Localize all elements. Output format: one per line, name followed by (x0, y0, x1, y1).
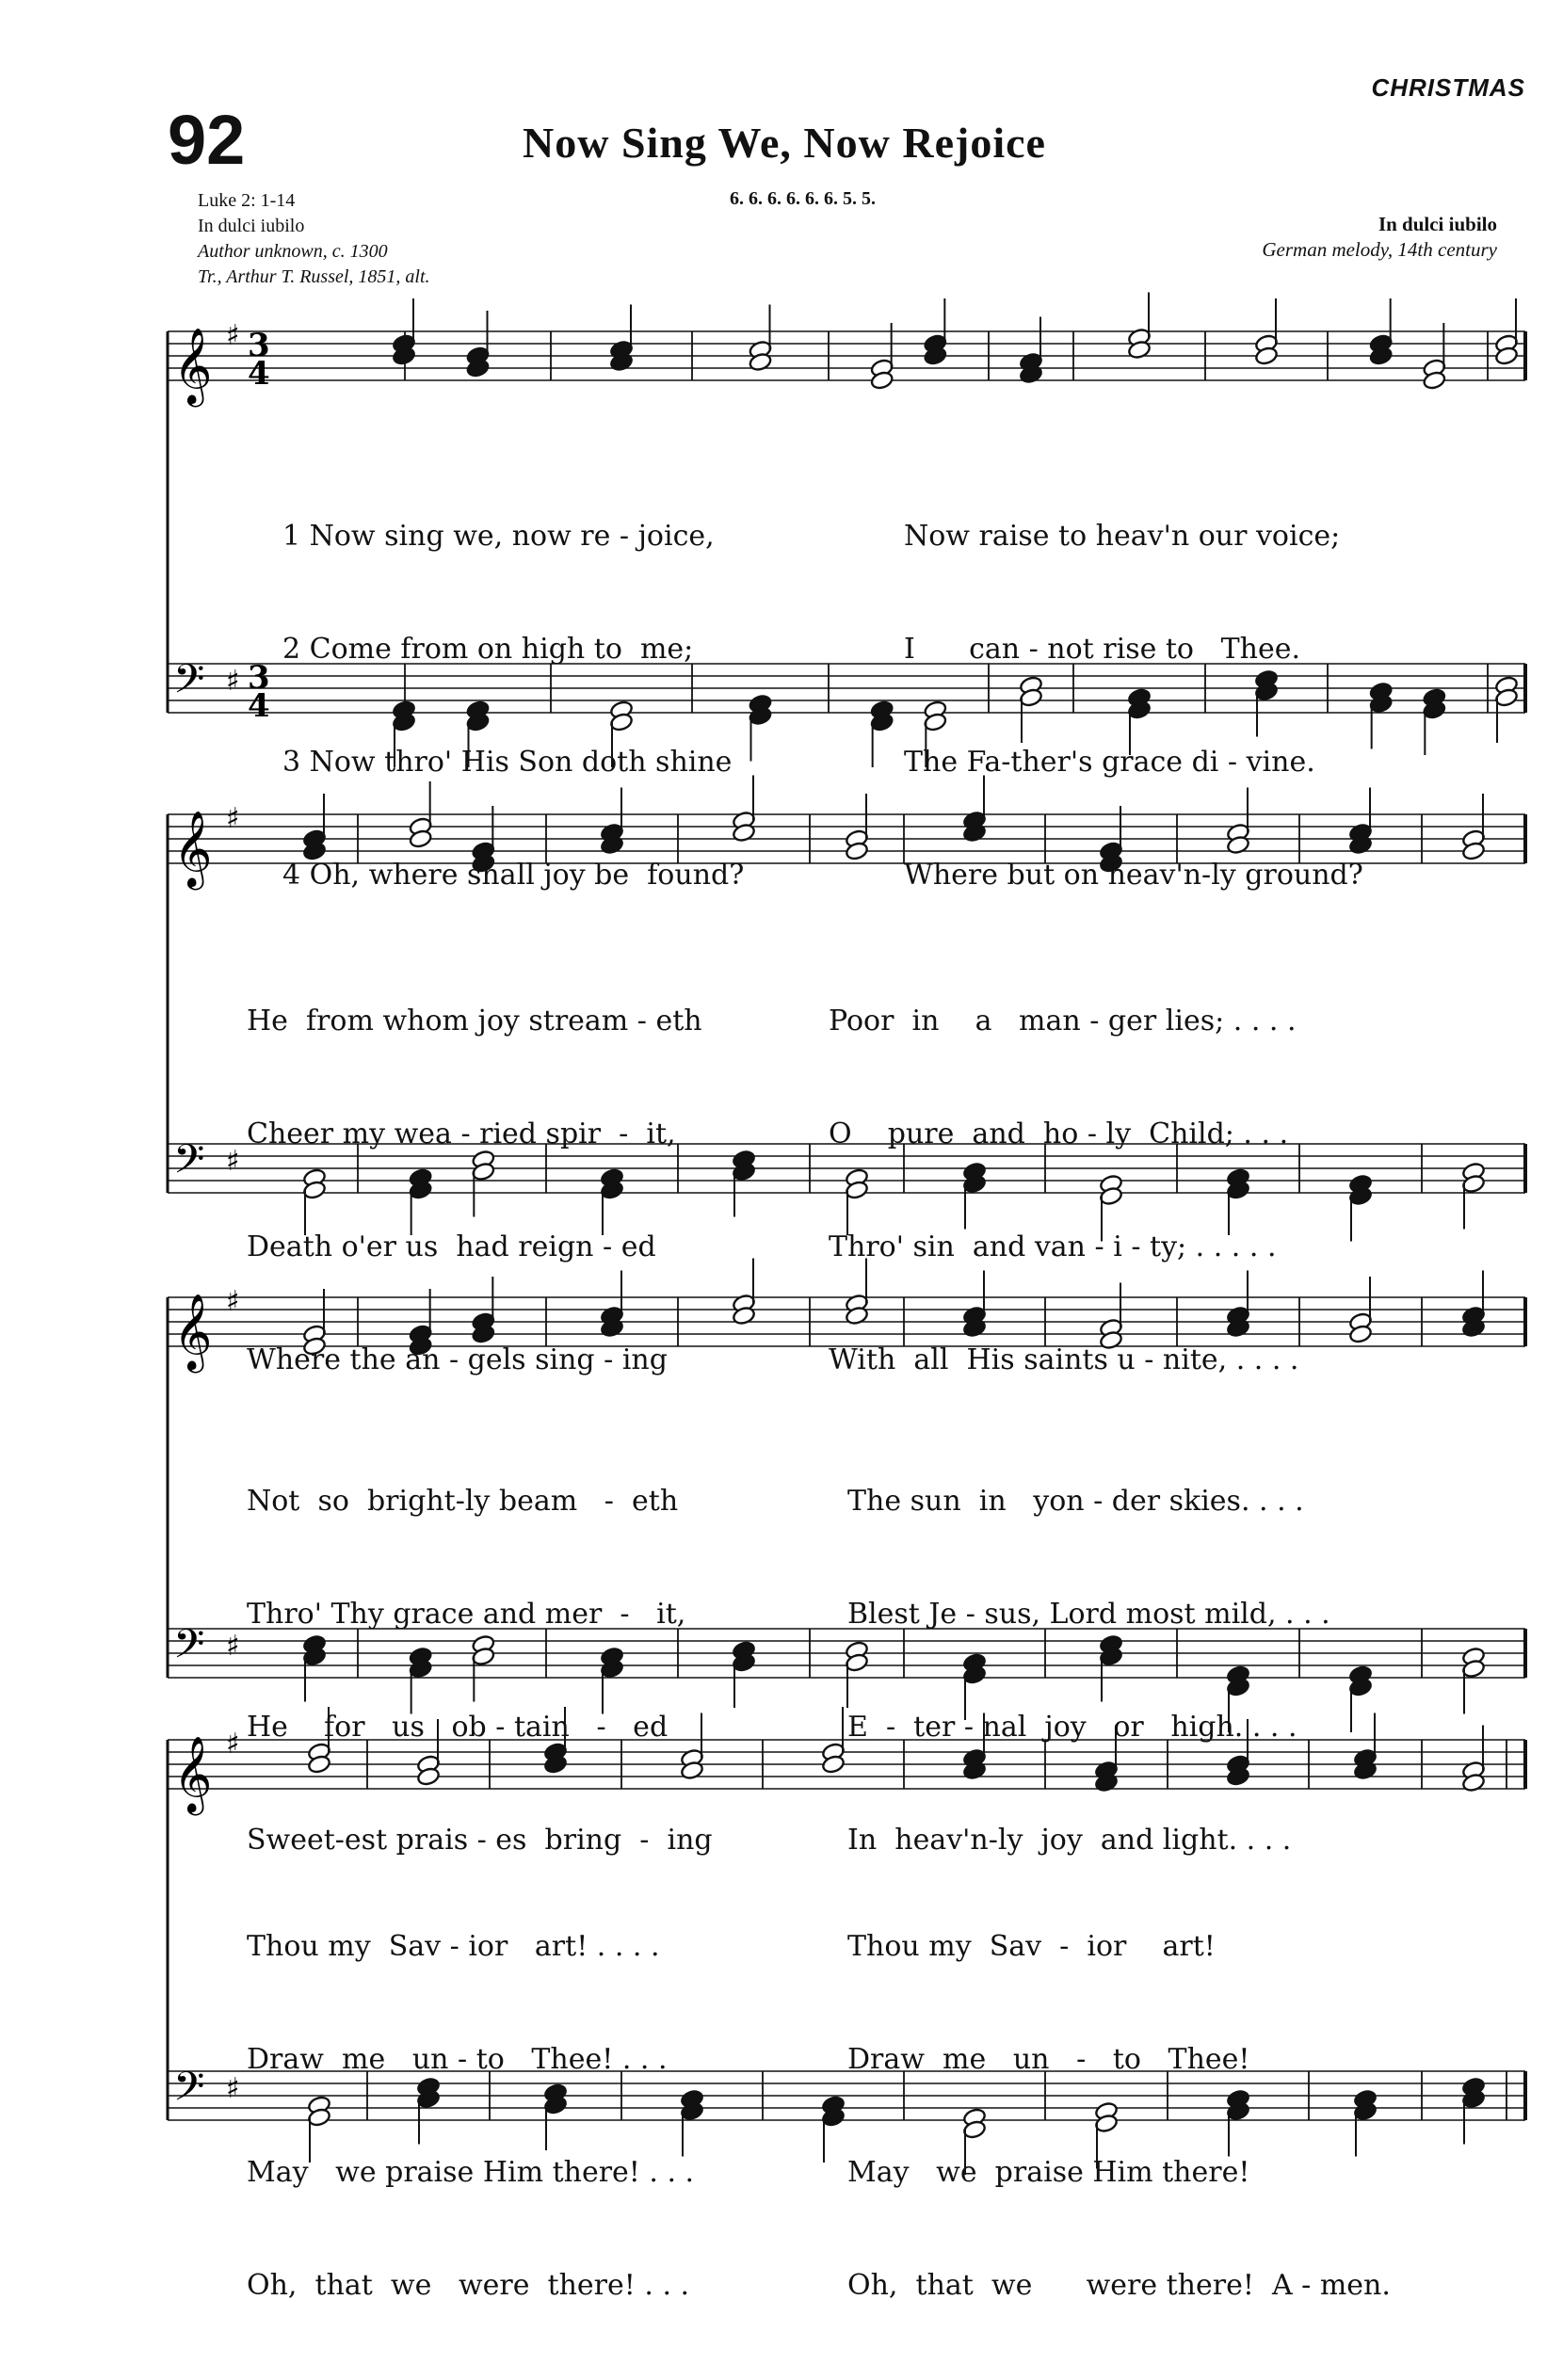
treble-clef-icon: 𝄞 (173, 1293, 213, 1370)
lyric-line: Draw me un - to Thee! . . . (247, 2043, 668, 2076)
sharp-key-signature-icon: ♯ (226, 1728, 240, 1761)
lyric-line: Sweet-est prais - es bring - ing (247, 1824, 713, 1857)
lyrics-system-2-left (247, 927, 702, 1455)
bass-clef-icon: 𝄢 (173, 1621, 205, 1678)
bass-clef-icon: 𝄢 (173, 1136, 205, 1193)
lyric-line: Oh, that we were there! . . . (247, 2269, 690, 2302)
time-signature-icon: 4 (248, 355, 270, 393)
sharp-key-signature-icon: ♯ (226, 1630, 240, 1663)
sharp-key-signature-icon: ♯ (226, 665, 240, 698)
lyric-line: Draw me un - to Thee! (847, 2043, 1250, 2076)
lyric-line: Where the an - gels sing - ing (247, 1343, 668, 1376)
lyric-line: Thro' Thy grace and mer - it, (247, 1598, 686, 1631)
scripture-reference: Luke 2: 1-14 (198, 190, 296, 211)
lyric-line: Now raise to heav'n our voice; (904, 520, 1341, 553)
treble-clef-icon: 𝄞 (173, 1735, 213, 1812)
lyric-line: E - ter - nal joy or high. . . . (847, 1711, 1297, 1744)
lyric-line: 3 Now thro' His Son doth shine (282, 746, 733, 779)
lyric-line: Thro' sin and van - i - ty; . . . . . (829, 1230, 1277, 1263)
sharp-key-signature-icon: ♯ (226, 802, 240, 835)
lyric-line: Thou my Sav - ior art! . . . . (247, 1930, 660, 1963)
time-signature-icon: 3 (248, 659, 270, 697)
lyric-line: The sun in yon - der skies. . . . (847, 1485, 1304, 1518)
sharp-key-signature-icon: ♯ (226, 1145, 240, 1178)
bass-clef-icon: 𝄢 (173, 656, 205, 713)
sharp-key-signature-icon: ♯ (226, 2072, 240, 2105)
lyric-line: May we praise Him there! . . . (247, 2156, 695, 2189)
lyric-line: Poor in a man - ger lies; . . . . (829, 1005, 1297, 1037)
lyric-line: Where but on heav'n-ly ground? (904, 859, 1363, 892)
category-heading: CHRISTMAS (1371, 73, 1525, 102)
lyrics-system-1-right (904, 442, 1363, 970)
lyrics-system-1-left (282, 442, 744, 970)
lyrics-system-2-right (829, 927, 1298, 1455)
bass-clef-icon: 𝄢 (173, 2064, 205, 2120)
treble-clef-icon: 𝄞 (173, 810, 213, 887)
composer: German melody, 14th century (1262, 238, 1497, 261)
lyric-line: 1 Now sing we, now re - joice, (282, 520, 715, 553)
time-signature-icon: 3 (248, 327, 270, 364)
lyric-line: Blest Je - sus, Lord most mild, . . . (847, 1598, 1330, 1631)
lyric-line: The Fa-ther's grace di - vine. (904, 746, 1315, 779)
tune-name-right: In dulci iubilo (1378, 213, 1497, 235)
lyric-line: 4 Oh, where shall joy be found? (282, 859, 745, 892)
lyric-line: I can - not rise to Thee. (904, 633, 1300, 666)
treble-clef-icon: 𝄞 (173, 327, 213, 404)
sharp-key-signature-icon: ♯ (226, 319, 240, 352)
hymn-number: 92 (168, 101, 246, 179)
sharp-key-signature-icon: ♯ (226, 1285, 240, 1318)
lyric-line: Cheer my wea - ried spir - it, (247, 1118, 676, 1150)
lyric-line: Not so bright-ly beam - eth (247, 1485, 679, 1518)
lyrics-system-4-left (247, 1853, 694, 2380)
lyric-line: Oh, that we were there! A - men. (847, 2269, 1391, 2302)
tune-name-left: In dulci iubilo (198, 216, 305, 236)
lyric-line: O pure and ho - ly Child; . . . (829, 1118, 1289, 1150)
lyric-line: He from whom joy stream - eth (247, 1005, 702, 1037)
lyric-line: In heav'n-ly joy and light. . . . (847, 1824, 1292, 1857)
text-author: Author unknown, c. 1300 (198, 241, 388, 262)
hymn-title: Now Sing We, Now Rejoice (523, 119, 1046, 167)
lyric-line: Death o'er us had reign - ed (247, 1230, 656, 1263)
lyrics-system-4-right (847, 1853, 1391, 2380)
lyric-line: He for us ob - tain - ed (247, 1711, 669, 1744)
lyric-line: Thou my Sav - ior art! (847, 1930, 1216, 1963)
translator: Tr., Arthur T. Russel, 1851, alt. (198, 266, 430, 287)
lyric-line: May we praise Him there! (847, 2156, 1250, 2189)
time-signature-icon: 4 (248, 687, 270, 725)
lyric-line: With all His saints u - nite, . . . . (829, 1343, 1299, 1376)
lyric-line: 2 Come from on high to me; (282, 633, 694, 666)
meter: 6. 6. 6. 6. 6. 6. 5. 5. (730, 188, 876, 209)
